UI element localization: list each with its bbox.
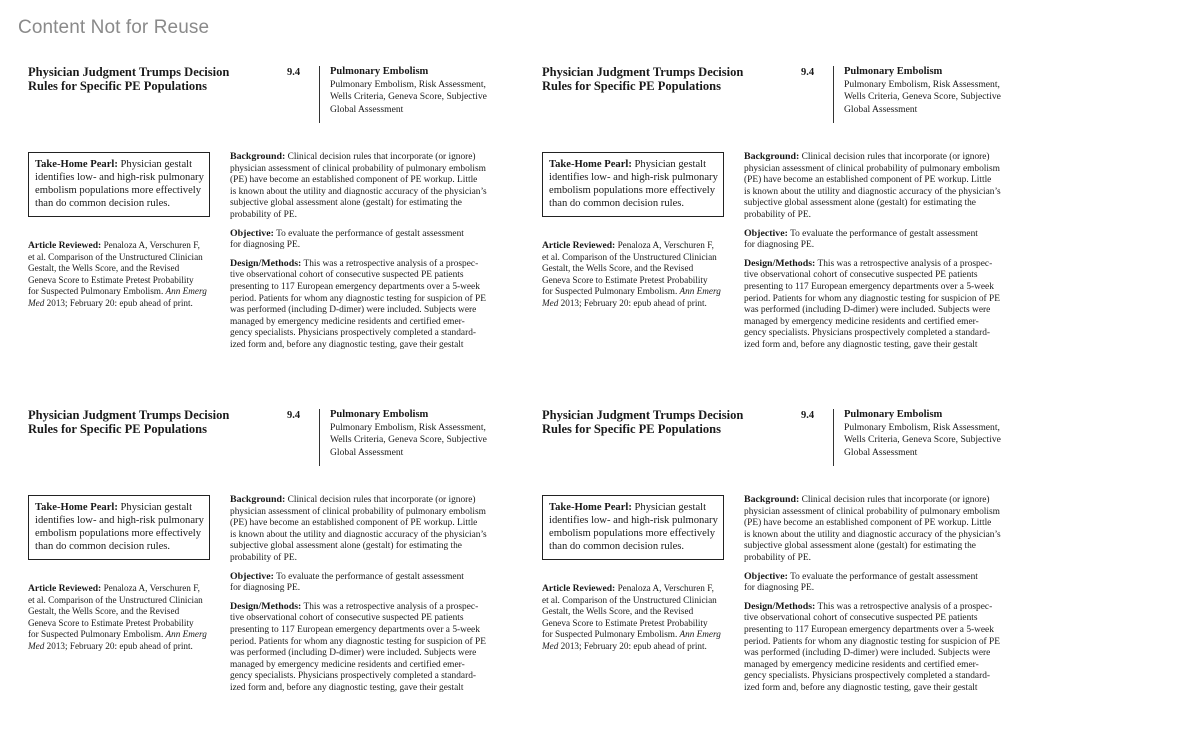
article-label: Article Reviewed: (28, 583, 102, 594)
title-line: Physician Judgment Trumps Decision (542, 65, 744, 79)
topic-block (330, 409, 495, 460)
page-number: 9.4 (287, 410, 301, 421)
article-reviewed (542, 583, 726, 653)
topic-keywords: Global Assessment (844, 447, 918, 459)
design-text: gency specialists. Physicians prospectively completed a standard- (744, 328, 991, 339)
take-home-pearl-box (28, 152, 210, 217)
design-text: ized form and, before any diagnostic testing, gave their gestalt (230, 339, 464, 350)
topic-keywords: Wells Criteria, Geneva Score, Subjective (330, 434, 487, 446)
background-text: (PE) have become an established component of PE workup. Little (744, 518, 992, 529)
pearl-text: than do common decision rules. (549, 198, 685, 209)
topic-keywords: Global Assessment (844, 104, 918, 116)
background-section (230, 494, 492, 565)
article-text: Penaloza A, Verschuren F, (617, 583, 714, 593)
design-text: This was a retrospective analysis of a prospec- (817, 601, 993, 612)
background-label: Background: (230, 151, 286, 162)
summary-body (230, 151, 492, 358)
article-text: Gestalt, the Wells Score, and the Revised (542, 263, 694, 274)
background-section (744, 151, 1006, 222)
background-text: (PE) have become an established component of PE workup. Little (230, 518, 478, 529)
background-text: subjective global assessment alone (gestalt) for estimating the (230, 541, 462, 552)
design-text: tive observational cohort of consecutive suspected PE patients (230, 613, 464, 624)
design-text: period. Patients for whom any diagnostic testing for suspicion of PE (230, 293, 486, 304)
article-label: Article Reviewed: (28, 240, 102, 251)
background-label: Background: (230, 494, 286, 505)
pearl-text: identifies low- and high-risk pulmonary (549, 515, 718, 526)
take-home-pearl-box (542, 495, 724, 560)
pearl-text: embolism populations more effectively (35, 185, 202, 196)
background-text: probability of PE. (230, 552, 297, 563)
design-label: Design/Methods: (230, 257, 302, 269)
journal-name: Ann Emerg (679, 286, 721, 297)
article-text: et al. Comparison of the Unstructured Clinician (542, 594, 717, 605)
objective-text: To evaluate the performance of gestalt assessment (276, 571, 464, 582)
background-text: Clinical decision rules that incorporate (or ignore) (801, 495, 990, 505)
objective-section (230, 228, 492, 252)
background-label: Background: (744, 151, 800, 162)
title-line: Physician Judgment Trumps Decision (28, 65, 230, 79)
design-section (744, 258, 1006, 352)
topic-heading: Pulmonary Embolism (844, 409, 943, 420)
pearl-label: Take-Home Pearl: (549, 502, 632, 513)
design-text: gency specialists. Physicians prospectively completed a standard- (230, 671, 477, 682)
article-text: et al. Comparison of the Unstructured Clinician (28, 251, 203, 262)
topic-heading: Pulmonary Embolism (844, 66, 943, 77)
design-text: tive observational cohort of consecutive suspected PE patients (744, 613, 978, 624)
background-text: Clinical decision rules that incorporate (or ignore) (287, 152, 476, 162)
background-text: (PE) have become an established component of PE workup. Little (230, 175, 478, 186)
topic-keywords: Wells Criteria, Geneva Score, Subjective (844, 91, 1001, 103)
journal-name: Med (542, 640, 559, 651)
objective-section (744, 228, 1006, 252)
pearl-text: than do common decision rules. (549, 541, 685, 552)
topic-block (330, 66, 495, 117)
journal-name: Ann Emerg (165, 286, 207, 297)
article-text: Penaloza A, Verschuren F, (103, 583, 200, 593)
article-text: for Suspected Pulmonary Embolism. (542, 629, 678, 640)
background-text: physician assessment of clinical probability of pulmonary embolism (744, 506, 1000, 517)
page-number: 9.4 (287, 67, 301, 78)
topic-keywords: Pulmonary Embolism, Risk Assessment, (330, 78, 486, 90)
article-text: for Suspected Pulmonary Embolism. (542, 286, 678, 297)
pearl-text: Physician gestalt (120, 159, 193, 170)
article-text: et al. Comparison of the Unstructured Clinician (28, 594, 203, 605)
title-line: Rules for Specific PE Populations (28, 78, 207, 93)
pearl-label: Take-Home Pearl: (549, 159, 632, 170)
design-text: This was a retrospective analysis of a prospec- (303, 258, 479, 269)
objective-label: Objective: (744, 227, 788, 239)
article-label: Article Reviewed: (542, 240, 616, 251)
objective-text: for diagnosing PE. (230, 583, 301, 594)
article-text: Geneva Score to Estimate Pretest Probability (28, 617, 194, 628)
objective-label: Objective: (744, 570, 788, 582)
design-text: was performed (including D-dimer) were included. Subjects were (744, 305, 991, 316)
design-text: period. Patients for whom any diagnostic testing for suspicion of PE (230, 636, 486, 647)
pearl-text: than do common decision rules. (35, 198, 171, 209)
topic-divider (833, 409, 834, 466)
design-text: This was a retrospective analysis of a prospec- (303, 601, 479, 612)
background-text: subjective global assessment alone (gestalt) for estimating the (744, 541, 976, 552)
article-title (542, 409, 747, 436)
objective-text: To evaluate the performance of gestalt assessment (276, 228, 464, 239)
article-date: 2013; February 20: epub ahead of print. (560, 640, 707, 651)
title-line: Physician Judgment Trumps Decision (28, 408, 230, 422)
article-text: Gestalt, the Wells Score, and the Revised (28, 263, 180, 274)
article-reviewed (542, 240, 726, 310)
pearl-text: than do common decision rules. (35, 541, 171, 552)
article-title (28, 66, 233, 93)
journal-name: Med (542, 297, 559, 308)
objective-text: To evaluate the performance of gestalt assessment (790, 228, 978, 239)
background-text: probability of PE. (744, 209, 811, 220)
article-date: 2013; February 20: epub ahead of print. (46, 640, 193, 651)
background-text: is known about the utility and diagnostic accuracy of the physician’s (230, 529, 487, 540)
article-title (542, 66, 747, 93)
design-section (230, 601, 492, 695)
page-number: 9.4 (801, 410, 815, 421)
design-text: was performed (including D-dimer) were included. Subjects were (230, 305, 477, 316)
article-date: 2013; February 20: epub ahead of print. (46, 297, 193, 308)
design-text: period. Patients for whom any diagnostic testing for suspicion of PE (744, 293, 1000, 304)
design-text: presenting to 117 European emergency departments over a 5-week (744, 624, 994, 635)
design-label: Design/Methods: (230, 600, 302, 612)
pearl-text: Physician gestalt (634, 159, 707, 170)
background-text: subjective global assessment alone (gestalt) for estimating the (744, 198, 976, 209)
pearl-text: embolism populations more effectively (549, 528, 716, 539)
objective-section (230, 571, 492, 595)
journal-name: Ann Emerg (679, 629, 721, 640)
design-text: was performed (including D-dimer) were included. Subjects were (230, 648, 477, 659)
design-text: managed by emergency medicine residents and certified emer- (230, 659, 465, 670)
take-home-pearl-box (542, 152, 724, 217)
design-text: presenting to 117 European emergency departments over a 5-week (230, 281, 480, 292)
objective-text: To evaluate the performance of gestalt assessment (790, 571, 978, 582)
pearl-label: Take-Home Pearl: (35, 502, 118, 513)
background-text: probability of PE. (744, 552, 811, 563)
topic-divider (319, 66, 320, 123)
article-text: Penaloza A, Verschuren F, (103, 240, 200, 250)
journal-name: Med (28, 640, 45, 651)
topic-divider (319, 409, 320, 466)
objective-text: for diagnosing PE. (744, 583, 815, 594)
summary-body (744, 151, 1006, 358)
design-section (230, 258, 492, 352)
take-home-pearl-box (28, 495, 210, 560)
journal-name: Ann Emerg (165, 629, 207, 640)
background-text: probability of PE. (230, 209, 297, 220)
background-section (230, 151, 492, 222)
article-title (28, 409, 233, 436)
page-thumbnail-1 (28, 66, 508, 366)
objective-label: Objective: (230, 570, 274, 582)
topic-block (844, 66, 1009, 117)
background-section (744, 494, 1006, 565)
background-label: Background: (744, 494, 800, 505)
article-text: Geneva Score to Estimate Pretest Probability (542, 274, 708, 285)
design-section (744, 601, 1006, 695)
pearl-text: embolism populations more effectively (549, 185, 716, 196)
background-text: physician assessment of clinical probability of pulmonary embolism (230, 163, 486, 174)
design-text: was performed (including D-dimer) were included. Subjects were (744, 648, 991, 659)
design-text: gency specialists. Physicians prospectively completed a standard- (230, 328, 477, 339)
watermark-text: Content Not for Reuse (18, 17, 210, 38)
objective-text: for diagnosing PE. (230, 240, 301, 251)
article-text: Gestalt, the Wells Score, and the Revised (542, 606, 694, 617)
objective-section (744, 571, 1006, 595)
page-thumbnail-3 (28, 409, 508, 709)
design-text: managed by emergency medicine residents and certified emer- (744, 316, 979, 327)
article-label: Article Reviewed: (542, 583, 616, 594)
topic-heading: Pulmonary Embolism (330, 66, 429, 77)
title-line: Rules for Specific PE Populations (28, 421, 207, 436)
page-thumbnail-2 (542, 66, 1022, 366)
title-line: Rules for Specific PE Populations (542, 78, 721, 93)
background-text: physician assessment of clinical probability of pulmonary embolism (230, 506, 486, 517)
pearl-text: identifies low- and high-risk pulmonary (35, 172, 204, 183)
objective-label: Objective: (230, 227, 274, 239)
design-text: tive observational cohort of consecutive suspected PE patients (744, 270, 978, 281)
topic-keywords: Wells Criteria, Geneva Score, Subjective (844, 434, 1001, 446)
design-text: ized form and, before any diagnostic testing, gave their gestalt (230, 682, 464, 693)
article-text: Geneva Score to Estimate Pretest Probability (28, 274, 194, 285)
design-text: presenting to 117 European emergency departments over a 5-week (744, 281, 994, 292)
design-text: This was a retrospective analysis of a prospec- (817, 258, 993, 269)
pearl-text: embolism populations more effectively (35, 528, 202, 539)
design-text: gency specialists. Physicians prospectively completed a standard- (744, 671, 991, 682)
background-text: (PE) have become an established component of PE workup. Little (744, 175, 992, 186)
article-text: Geneva Score to Estimate Pretest Probability (542, 617, 708, 628)
article-text: et al. Comparison of the Unstructured Clinician (542, 251, 717, 262)
topic-keywords: Global Assessment (330, 447, 404, 459)
topic-heading: Pulmonary Embolism (330, 409, 429, 420)
pearl-text: Physician gestalt (120, 502, 193, 513)
design-text: managed by emergency medicine residents and certified emer- (744, 659, 979, 670)
article-reviewed (28, 583, 212, 653)
article-date: 2013; February 20: epub ahead of print. (560, 297, 707, 308)
topic-keywords: Wells Criteria, Geneva Score, Subjective (330, 91, 487, 103)
journal-name: Med (28, 297, 45, 308)
topic-divider (833, 66, 834, 123)
article-text: Gestalt, the Wells Score, and the Revised (28, 606, 180, 617)
background-text: is known about the utility and diagnostic accuracy of the physician’s (230, 186, 487, 197)
background-text: subjective global assessment alone (gestalt) for estimating the (230, 198, 462, 209)
design-text: ized form and, before any diagnostic testing, gave their gestalt (744, 682, 978, 693)
article-text: Penaloza A, Verschuren F, (617, 240, 714, 250)
topic-block (844, 409, 1009, 460)
title-line: Physician Judgment Trumps Decision (542, 408, 744, 422)
page-number: 9.4 (801, 67, 815, 78)
title-line: Rules for Specific PE Populations (542, 421, 721, 436)
background-text: physician assessment of clinical probability of pulmonary embolism (744, 163, 1000, 174)
article-reviewed (28, 240, 212, 310)
design-text: ized form and, before any diagnostic testing, gave their gestalt (744, 339, 978, 350)
background-text: Clinical decision rules that incorporate (or ignore) (287, 495, 476, 505)
pearl-text: Physician gestalt (634, 502, 707, 513)
background-text: Clinical decision rules that incorporate (or ignore) (801, 152, 990, 162)
summary-body (744, 494, 1006, 701)
summary-body (230, 494, 492, 701)
pearl-text: identifies low- and high-risk pulmonary (35, 515, 204, 526)
topic-keywords: Pulmonary Embolism, Risk Assessment, (844, 421, 1000, 433)
topic-keywords: Pulmonary Embolism, Risk Assessment, (844, 78, 1000, 90)
design-label: Design/Methods: (744, 257, 816, 269)
design-text: tive observational cohort of consecutive suspected PE patients (230, 270, 464, 281)
article-text: for Suspected Pulmonary Embolism. (28, 286, 164, 297)
design-text: presenting to 117 European emergency departments over a 5-week (230, 624, 480, 635)
article-text: for Suspected Pulmonary Embolism. (28, 629, 164, 640)
page-thumbnail-4 (542, 409, 1022, 709)
objective-text: for diagnosing PE. (744, 240, 815, 251)
design-label: Design/Methods: (744, 600, 816, 612)
background-text: is known about the utility and diagnostic accuracy of the physician’s (744, 529, 1001, 540)
topic-keywords: Pulmonary Embolism, Risk Assessment, (330, 421, 486, 433)
topic-keywords: Global Assessment (330, 104, 404, 116)
pearl-label: Take-Home Pearl: (35, 159, 118, 170)
design-text: period. Patients for whom any diagnostic testing for suspicion of PE (744, 636, 1000, 647)
pearl-text: identifies low- and high-risk pulmonary (549, 172, 718, 183)
design-text: managed by emergency medicine residents and certified emer- (230, 316, 465, 327)
background-text: is known about the utility and diagnostic accuracy of the physician’s (744, 186, 1001, 197)
